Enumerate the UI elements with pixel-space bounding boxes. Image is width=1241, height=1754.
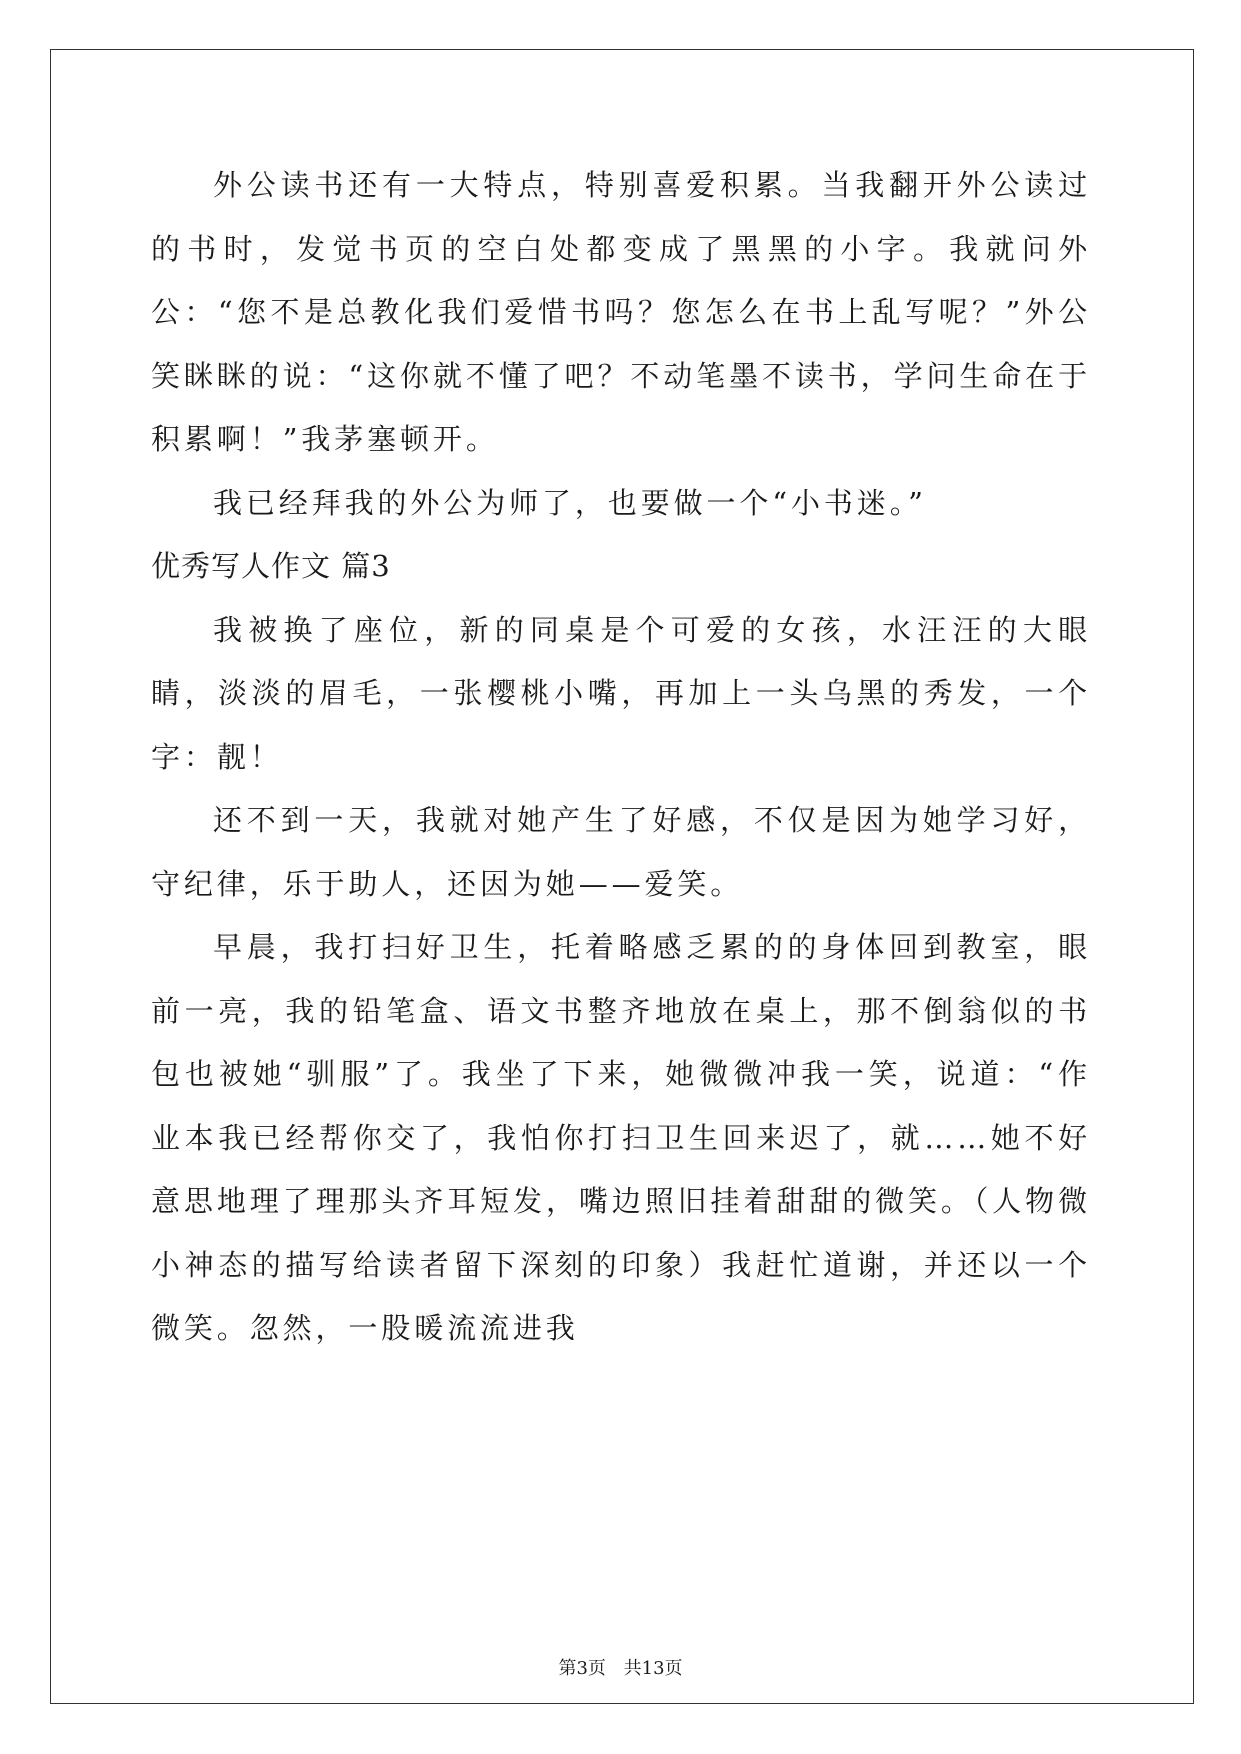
paragraph: 我被换了座位，新的同桌是个可爱的女孩，水汪汪的大眼睛，淡淡的眉毛，一张樱桃小嘴，再加上一头乌黑的秀发，一个字：靓！ — [151, 612, 1091, 774]
section-heading: 优秀写人作文 篇3 — [151, 549, 391, 583]
paragraph: 早晨，我打扫好卫生，托着略感乏累的的身体回到教室，眼前一亮，我的铅笔盒、语文书整齐地放在桌上，那不倒翁似的书包也被她“驯服”了。我坐了下来，她微微冲我一笑，说道：“作业本我已经帮你交了，我怕你打扫卫生回来迟了，就……她不好意思地理了理那头齐耳短发，嘴边照旧挂着甜甜的微笑。（人物微小神态的描写给读者留下深刻的印象）我赶忙道谢，并还以一个微笑。忽然，一股暖流流进我 — [151, 930, 1091, 1345]
paragraph: 还不到一天，我就对她产生了好感，不仅是因为她学习好，守纪律，乐于助人，还因为她——爱笑。 — [151, 803, 1091, 901]
page-number: 第3页 — [558, 1658, 606, 1679]
paragraph: 我已经拜我的外公为师了，也要做一个“小书迷。” — [213, 485, 927, 520]
document-body — [151, 154, 1091, 1361]
page-footer — [0, 1657, 1241, 1681]
paragraph: 外公读书还有一大特点，特别喜爱积累。当我翻开外公读过的书时，发觉书页的空白处都变成了黑黑的小字。我就问外公：“您不是总教化我们爱惜书吗？您怎么在书上乱写呢？”外公笑眯眯的说：“这你就不懂了吧？不动笔墨不读书，学问生命在于积累啊！”我茅塞顿开。 — [151, 168, 1091, 456]
page-total: 共13页 — [623, 1658, 683, 1679]
